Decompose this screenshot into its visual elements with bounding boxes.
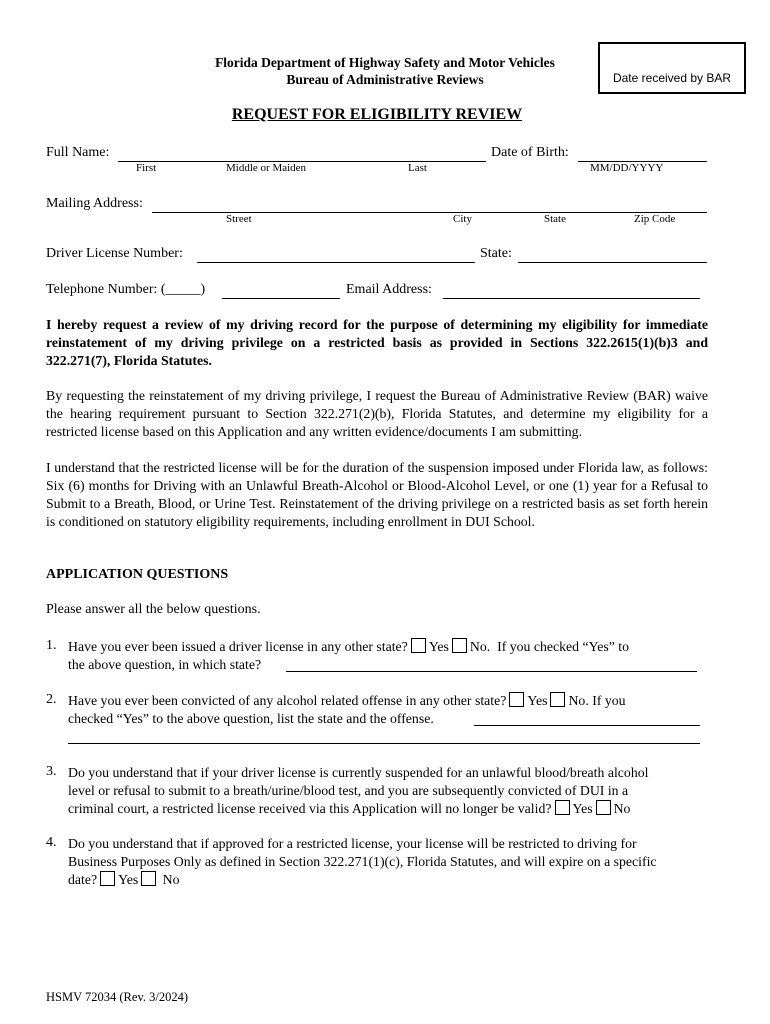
q2-number: 2. bbox=[46, 692, 57, 707]
q3-line3 bbox=[68, 800, 630, 818]
dl-state-field[interactable] bbox=[518, 262, 707, 263]
q2-line1 bbox=[68, 692, 626, 710]
q2-yes-label: Yes bbox=[527, 693, 548, 708]
zip-sublabel: Zip Code bbox=[634, 213, 676, 225]
q3-line1: Do you understand that if your driver license is currently suspended for an unlawful blood/breath alcohol bbox=[68, 765, 649, 780]
q3-no-label: No bbox=[613, 801, 631, 816]
state-sublabel: State bbox=[544, 213, 566, 225]
dob-label: Date of Birth: bbox=[491, 145, 569, 160]
q2-text-tail: If you bbox=[592, 693, 626, 708]
q1-no-checkbox[interactable] bbox=[452, 638, 467, 653]
request-statement: I hereby request a review of my driving record for the purpose of determining my eligibility for immediate reinstatement of my driving privilege on a restricted basis as provided in Sections 322.2615(1)(b)3 and 322.271(7), Florida Statutes. bbox=[46, 317, 708, 368]
q3-line2: level or refusal to submit to a breath/urine/blood test, and you are subsequently convicted of DUI in a bbox=[68, 783, 629, 798]
q4-yes-checkbox[interactable] bbox=[100, 871, 115, 886]
q4-number: 4. bbox=[46, 835, 57, 850]
full-name-label: Full Name: bbox=[46, 145, 110, 160]
q4-text: date? bbox=[68, 872, 98, 887]
application-questions-heading: APPLICATION QUESTIONS bbox=[46, 567, 229, 582]
q3-yes-label: Yes bbox=[572, 801, 593, 816]
q1-no-label: No. bbox=[469, 639, 491, 654]
q2-line2: checked “Yes” to the above question, list the state and the offense. bbox=[68, 711, 434, 726]
q3-number: 3. bbox=[46, 764, 57, 779]
form-number-footer: HSMV 72034 (Rev. 3/2024) bbox=[46, 990, 189, 1004]
q2-no-checkbox[interactable] bbox=[550, 692, 565, 707]
q3-no-checkbox[interactable] bbox=[596, 800, 611, 815]
q4-line2: Business Purposes Only as defined in Section 322.271(1)(c), Florida Statutes, and will expire on a specific bbox=[68, 854, 657, 869]
city-sublabel: City bbox=[453, 213, 472, 225]
q4-line3 bbox=[68, 871, 180, 889]
q1-line1 bbox=[68, 638, 629, 656]
form-title: REQUEST FOR ELIGIBILITY REVIEW bbox=[231, 106, 523, 123]
q4-yes-label: Yes bbox=[118, 872, 139, 887]
questions-intro: Please answer all the below questions. bbox=[46, 602, 261, 617]
q1-yes-label: Yes bbox=[428, 639, 449, 654]
understanding-statement: I understand that the restricted license will be for the duration of the suspension imposed under Florida law, as follows: Six (6) months for Driving with an Unlawful Breath-Alcohol or Blood-Alcohol Level, or one (1) year for a Refusal to Submit to a Breath, Blood, or Urine Test. Reinstatement of the driving privilege on a restricted basis as set forth herein is conditioned on statutory eligibility requirements, including enrollment in DUI School. bbox=[46, 460, 708, 529]
q2-no-label: No. bbox=[568, 693, 589, 708]
dob-format-sublabel: MM/DD/YYYY bbox=[590, 162, 664, 174]
q1-state-field[interactable] bbox=[286, 671, 697, 672]
date-received-label: Date received by BAR bbox=[612, 71, 732, 85]
telephone-field[interactable] bbox=[222, 298, 340, 299]
q1-text-tail: If you checked “Yes” to bbox=[497, 639, 630, 654]
q1-text: Have you ever been issued a driver license in any other state? bbox=[68, 639, 408, 654]
dl-number-field[interactable] bbox=[197, 262, 475, 263]
q3-text: criminal court, a restricted license received via this Application will no longer be valid? bbox=[68, 801, 552, 816]
waive-statement: By requesting the reinstatement of my driving privilege, I request the Bureau of Administrative Review (BAR) waive the hearing requirement pursuant to Section 322.271(2)(b), Florida Statutes, and determine my eligibility for a restricted license based on this Application and any written evidence/documents I am submitting. bbox=[46, 388, 708, 439]
q1-yes-checkbox[interactable] bbox=[411, 638, 426, 653]
q2-offense-field-line2[interactable] bbox=[68, 743, 700, 744]
first-sublabel: First bbox=[136, 162, 157, 174]
department-name: Florida Department of Highway Safety and Motor Vehicles bbox=[215, 55, 555, 70]
q4-no-checkbox[interactable] bbox=[141, 871, 156, 886]
q2-text: Have you ever been convicted of any alcohol related offense in any other state? bbox=[68, 693, 507, 708]
q3-yes-checkbox[interactable] bbox=[555, 800, 570, 815]
q4-no-label: No bbox=[162, 872, 180, 887]
q1-line2: the above question, in which state? bbox=[68, 657, 262, 672]
q2-offense-field[interactable] bbox=[474, 725, 700, 726]
email-label: Email Address: bbox=[346, 282, 432, 297]
last-sublabel: Last bbox=[408, 162, 427, 174]
dl-state-label: State: bbox=[480, 246, 512, 261]
street-sublabel: Street bbox=[226, 213, 252, 225]
q2-yes-checkbox[interactable] bbox=[509, 692, 524, 707]
date-received-box[interactable] bbox=[598, 42, 746, 94]
telephone-label: Telephone Number: (_____) bbox=[46, 282, 206, 297]
bureau-name: Bureau of Administrative Reviews bbox=[286, 72, 484, 87]
mailing-address-label: Mailing Address: bbox=[46, 196, 143, 211]
middle-sublabel: Middle or Maiden bbox=[226, 162, 307, 174]
email-field[interactable] bbox=[443, 298, 700, 299]
q4-line1: Do you understand that if approved for a restricted license, your license will be restricted to driving for bbox=[68, 836, 637, 851]
q1-number: 1. bbox=[46, 638, 57, 653]
dl-number-label: Driver License Number: bbox=[46, 246, 183, 261]
